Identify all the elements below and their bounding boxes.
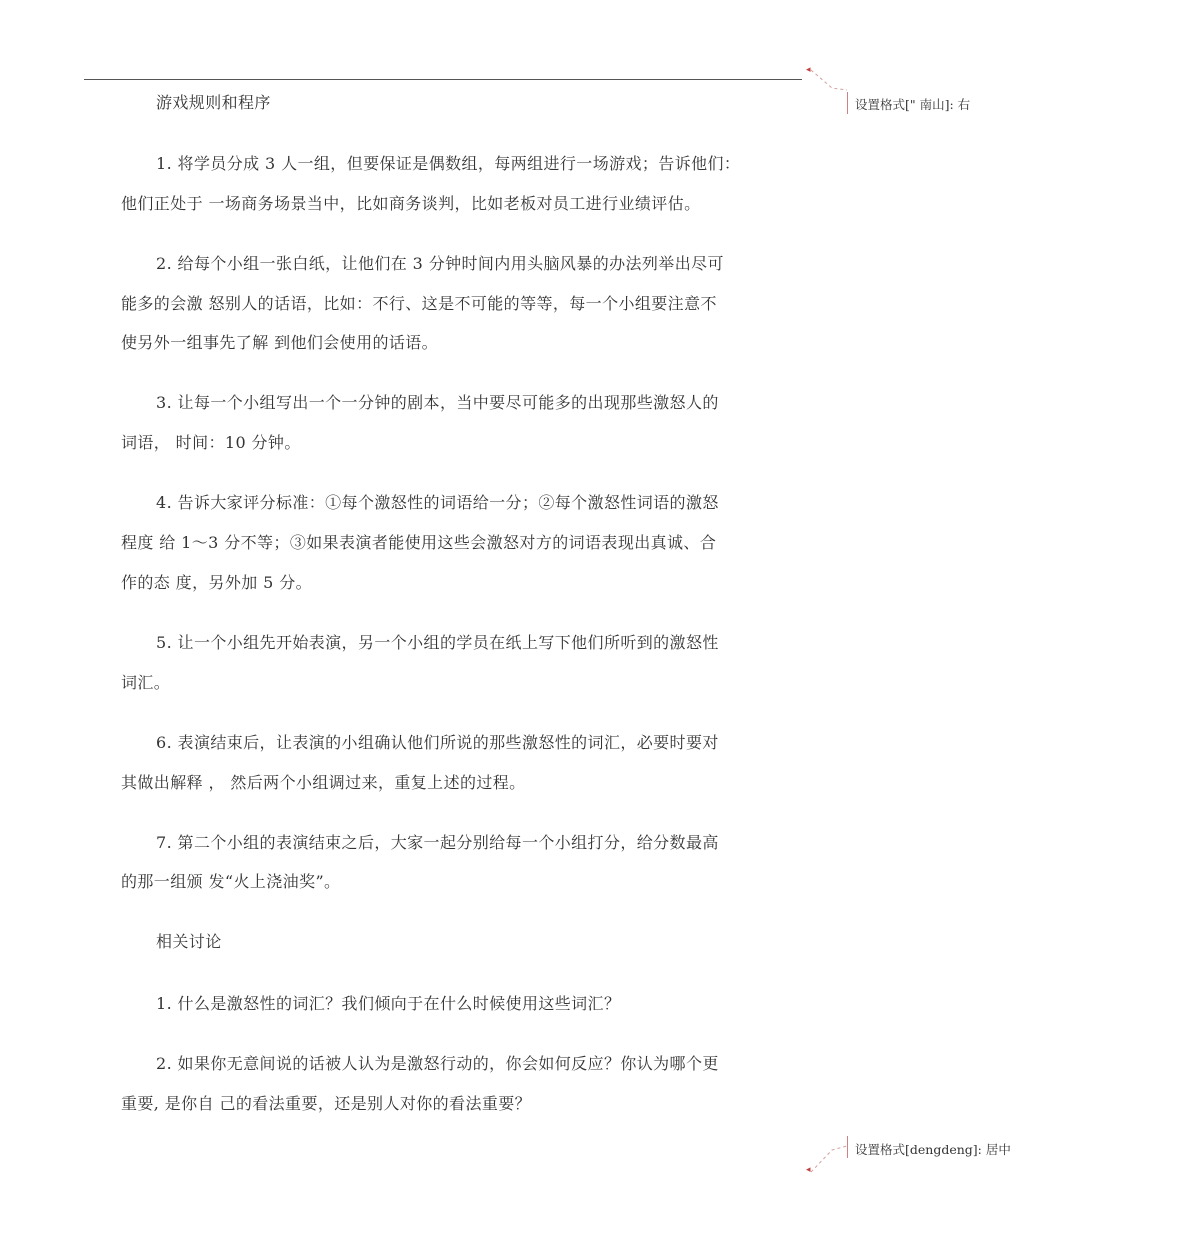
paragraph-line: 其做出解释 ， 然后两个小组调过来，重复上述的过程。 — [121, 773, 526, 792]
paragraph-line: 程度 给 1～3 分不等；③如果表演者能使用这些会激怒对方的词语表现出真诚、合 — [121, 533, 717, 552]
paragraph-line: 词汇。 — [121, 673, 171, 692]
discussion-line: 2. 如果你无意间说的话被人认为是激怒行动的，你会如何反应？你认为哪个更 — [156, 1054, 719, 1073]
comment-bottom[interactable]: 设置格式[dengdeng]: 居中 — [855, 1142, 1011, 1157]
discussion-line: 重要, 是你自 己的看法重要，还是别人对你的看法重要？ — [121, 1094, 532, 1113]
paragraph-line: 4. 告诉大家评分标准：①每个激怒性的词语给一分；②每个激怒性词语的激怒 — [156, 493, 719, 512]
paragraph-line: 6. 表演结束后，让表演的小组确认他们所说的那些激怒性的词汇，必要时要对 — [156, 733, 719, 752]
paragraph-line: 7. 第二个小组的表演结束之后，大家一起分别给每一个小组打分，给分数最高 — [156, 833, 719, 852]
comment-top[interactable]: 设置格式[" 南山]: 右 — [855, 97, 971, 112]
section-title: 游戏规则和程序 — [156, 93, 271, 112]
paragraph-line: 能多的会激 怒别人的话语，比如：不行、这是不可能的等等，每一个小组要注意不 — [121, 294, 717, 313]
paragraph-line: 使另外一组事先了解 到他们会使用的话语。 — [121, 333, 439, 352]
discussion-title: 相关讨论 — [156, 932, 222, 951]
paragraph-line: 作的态 度，另外加 5 分。 — [121, 573, 313, 592]
paragraph-line: 的那一组颁 发“火上浇油奖”。 — [121, 872, 341, 891]
comment-bar — [847, 92, 848, 114]
paragraph-line: 3. 让每一个小组写出一个一分钟的剧本，当中要尽可能多的出现那些激怒人的 — [156, 393, 719, 412]
comment-leader-bottom — [811, 1146, 847, 1172]
paragraph-line: 5. 让一个小组先开始表演，另一个小组的学员在纸上写下他们所听到的激怒性 — [156, 633, 719, 652]
paragraph-line: 1. 将学员分成 3 人一组，但要保证是偶数组，每两组进行一场游戏；告诉他们： — [156, 154, 741, 173]
paragraph-line: 词语， 时间：10 分钟。 — [121, 433, 301, 452]
paragraph-line: 他们正处于 一场商务场景当中，比如商务谈判，比如老板对员工进行业绩评估。 — [121, 194, 701, 213]
comment-bar — [847, 1136, 848, 1158]
paragraph-line: 2. 给每个小组一张白纸，让他们在 3 分钟时间内用头脑风暴的办法列举出尽可 — [156, 254, 724, 273]
comment-leader-top — [811, 70, 847, 90]
comment-anchor-icon[interactable]: ◂ — [806, 1165, 811, 1175]
comment-anchor-icon[interactable]: ◂ — [806, 65, 811, 75]
header-rule — [84, 79, 802, 80]
discussion-line: 1. 什么是激怒性的词汇？我们倾向于在什么时候使用这些词汇？ — [156, 994, 621, 1013]
